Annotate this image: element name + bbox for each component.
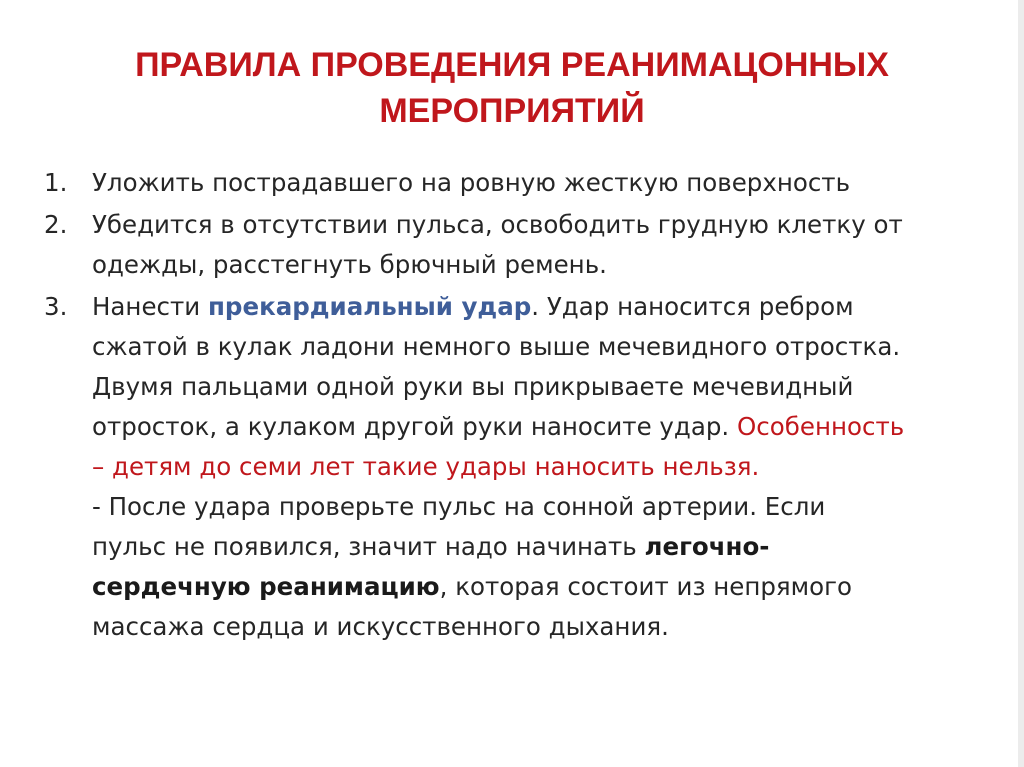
warning-text: Особенность [737,412,905,441]
text-run: пульс не появился, значит надо начинать [92,532,645,561]
item-number: 1. [44,168,68,197]
warning-text-line: – детям до семи лет такие удары наносить нельзя. [92,452,760,481]
title-line-1: ПРАВИЛА ПРОВЕДЕНИЯ РЕАНИМАЦОННЫХ [135,46,889,84]
list-item-3 [44,287,994,647]
item-text-line: Двумя пальцами одной руки вы прикрываете мечевидный [92,372,854,401]
title-line-2: МЕРОПРИЯТИЙ [379,92,645,130]
item-number: 2. [44,210,68,239]
item-text: Уложить пострадавшего на ровную жесткую поверхность [92,168,851,197]
term-precordial-thump: прекардиальный удар [207,292,532,321]
item-text-line [92,407,994,447]
text-run: отросток, а кулаком другой руки наносите удар. [92,412,738,441]
item-text-line: сжатой в кулак ладони немного выше мечевидного отростка. [92,332,901,361]
steps-list [44,163,994,649]
item-text-line [92,567,994,607]
slide-title [40,42,984,134]
text-run: Нанести [92,292,208,321]
item-text-line: Убедится в отсутствии пульса, освободить грудную клетку от [92,210,903,239]
text-run: , которая состоит из непрямого [439,572,853,601]
item-text-line [92,527,994,567]
item-text-line: одежды, расстегнуть брючный ремень. [92,250,607,279]
list-item-2 [44,205,994,285]
item-text-line: массажа сердца и искусственного дыхания. [92,612,669,641]
item-text-line [92,287,994,327]
item-text-line: - После удара проверьте пульс на сонной артерии. Если [92,492,826,521]
term-cpr: сердечную реанимацию [92,572,440,601]
text-run: . Удар наносится ребром [531,292,854,321]
list-item-1 [44,163,994,203]
slide-edge [1018,0,1024,767]
term-cpr: легочно- [644,532,770,561]
item-number: 3. [44,292,68,321]
